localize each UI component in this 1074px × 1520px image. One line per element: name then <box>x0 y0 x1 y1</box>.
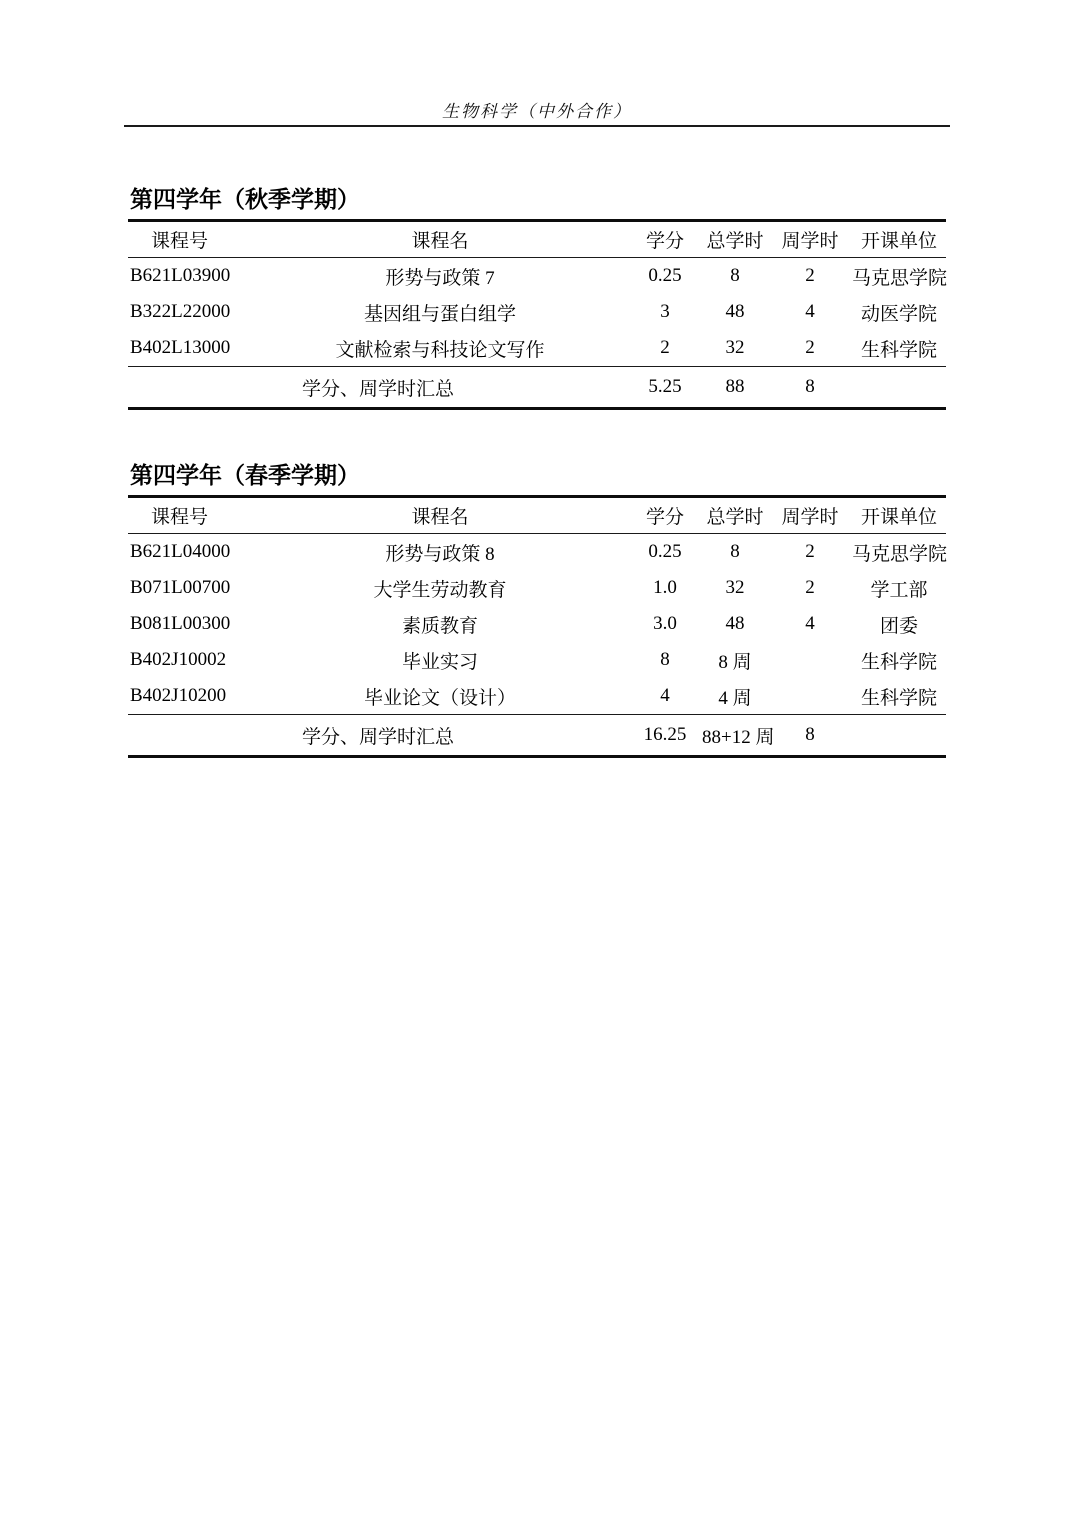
cell-course-name: 毕业实习 <box>401 651 478 673</box>
cell-total-hours: 8 周 <box>718 651 752 673</box>
column-header-department: 开课单位 <box>860 231 937 252</box>
cell-summary-total-hours: 88 <box>725 376 745 397</box>
cell-credits: 0.25 <box>648 265 682 286</box>
table-row <box>128 258 946 295</box>
cell-department: 生科学院 <box>860 339 937 361</box>
column-header-weekly-hours: 周学时 <box>781 507 839 528</box>
course-table-autumn <box>128 219 946 410</box>
cell-course-name: 基因组与蛋白组学 <box>363 303 516 325</box>
page-header-rule <box>124 125 950 127</box>
cell-department: 马克思学院 <box>852 543 948 565</box>
cell-department: 团委 <box>879 615 918 637</box>
cell-weekly-hours <box>768 678 852 715</box>
cell-course-code: B621L04000 <box>130 541 231 562</box>
cell-course-name: 毕业论文（设计） <box>363 687 516 709</box>
table-header-row <box>128 497 946 534</box>
cell-weekly-hours: 2 <box>805 337 815 358</box>
cell-weekly-hours: 2 <box>805 577 815 598</box>
cell-department: 生科学院 <box>860 687 937 709</box>
cell-course-code: B322L22000 <box>130 301 231 322</box>
cell-course-code: B081L00300 <box>130 613 231 634</box>
cell-course-name: 素质教育 <box>401 615 478 637</box>
page-header-title: 生物科学（中外合作） <box>442 102 632 121</box>
cell-total-hours: 48 <box>725 613 745 634</box>
cell-total-hours: 8 <box>730 541 740 562</box>
column-header-course-name: 课程名 <box>411 507 469 528</box>
column-header-credits: 学分 <box>645 507 684 528</box>
cell-weekly-hours: 2 <box>805 541 815 562</box>
cell-summary-weekly-hours: 8 <box>805 376 815 397</box>
cell-weekly-hours: 4 <box>805 301 815 322</box>
cell-summary-credits: 5.25 <box>648 376 682 397</box>
cell-summary-label: 学分、周学时汇总 <box>301 726 454 748</box>
table-header-row <box>128 221 946 258</box>
cell-course-name: 形势与政策 8 <box>385 543 495 565</box>
column-header-course-name: 课程名 <box>411 231 469 252</box>
cell-credits: 3.0 <box>653 613 677 634</box>
cell-course-code: B621L03900 <box>130 265 231 286</box>
cell-total-hours: 4 周 <box>718 687 752 709</box>
column-header-weekly-hours: 周学时 <box>781 231 839 252</box>
table-row <box>128 294 946 330</box>
column-header-total-hours: 总学时 <box>706 231 764 252</box>
cell-course-name: 文献检索与科技论文写作 <box>335 339 545 361</box>
column-header-total-hours: 总学时 <box>706 507 764 528</box>
table-row <box>128 606 946 642</box>
summary-row <box>128 367 946 409</box>
table-row <box>128 570 946 606</box>
cell-total-hours: 8 <box>730 265 740 286</box>
cell-summary-department <box>852 715 946 757</box>
column-header-credits: 学分 <box>645 231 684 252</box>
cell-weekly-hours <box>768 642 852 678</box>
cell-department: 学工部 <box>870 579 928 601</box>
cell-summary-department <box>852 367 946 409</box>
cell-credits: 3 <box>660 301 670 322</box>
cell-credits: 4 <box>660 685 670 706</box>
cell-credits: 1.0 <box>653 577 677 598</box>
cell-total-hours: 48 <box>725 301 745 322</box>
cell-summary-credits: 16.25 <box>643 724 687 745</box>
cell-summary-total-hours: 88+12 周 <box>702 726 775 748</box>
table-row <box>128 534 946 571</box>
cell-credits: 0.25 <box>648 541 682 562</box>
cell-course-code: B071L00700 <box>130 577 231 598</box>
cell-credits: 8 <box>660 649 670 670</box>
cell-course-name: 形势与政策 7 <box>385 267 495 289</box>
cell-weekly-hours: 2 <box>805 265 815 286</box>
course-table-spring <box>128 495 946 758</box>
section-title-autumn: 第四学年（秋季学期） <box>130 186 360 212</box>
table-row <box>128 678 946 715</box>
cell-total-hours: 32 <box>725 337 745 358</box>
column-header-department: 开课单位 <box>860 507 937 528</box>
column-header-course-code: 课程号 <box>151 507 209 528</box>
cell-summary-label: 学分、周学时汇总 <box>301 378 454 400</box>
cell-weekly-hours: 4 <box>805 613 815 634</box>
cell-course-code: B402L13000 <box>130 337 231 358</box>
table-row <box>128 642 946 678</box>
cell-department: 生科学院 <box>860 651 937 673</box>
cell-course-name: 大学生劳动教育 <box>373 579 507 601</box>
section-title-spring: 第四学年（春季学期） <box>130 462 360 488</box>
cell-credits: 2 <box>660 337 670 358</box>
cell-department: 动医学院 <box>860 303 937 325</box>
cell-course-code: B402J10002 <box>130 649 227 670</box>
summary-row <box>128 715 946 757</box>
cell-course-code: B402J10200 <box>130 685 227 706</box>
cell-summary-weekly-hours: 8 <box>805 724 815 745</box>
table-row <box>128 330 946 367</box>
column-header-course-code: 课程号 <box>151 231 209 252</box>
cell-department: 马克思学院 <box>852 267 948 289</box>
cell-total-hours: 32 <box>725 577 745 598</box>
